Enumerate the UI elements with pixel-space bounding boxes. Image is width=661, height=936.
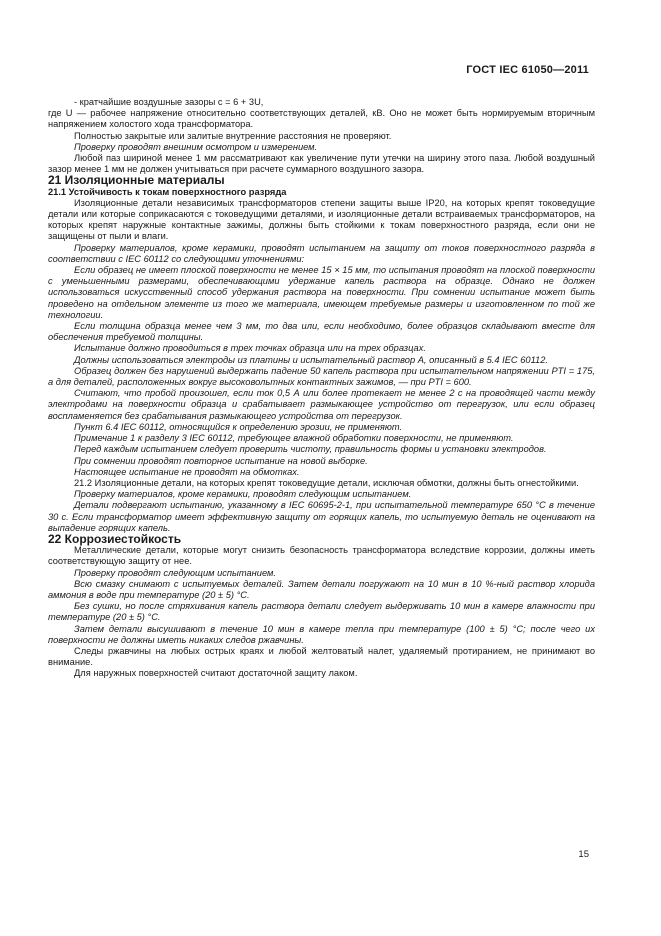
paragraph: Примечание 1 к разделу 3 IEC 60112, требующее влажной обработки поверхности, не применяют.: [74, 433, 514, 444]
paragraph: где U — рабочее напряжение относительно соответствующих деталей, кВ. Оно не может быть нормируемым вторичным напряжением холостого хода трансформатора.: [48, 108, 595, 130]
paragraph: Металлические детали, которые могут снизить безопасность трансформатора вследствие коррозии, должны иметь соответствующую защиту от нее.: [48, 545, 595, 567]
paragraph: Испытание должно проводиться в трех точках образца или на трех образцах.: [74, 343, 426, 354]
paragraph: Проверку проводят внешним осмотром и измерением.: [74, 141, 318, 152]
paragraph: Изоляционные детали независимых трансформаторов степени защиты выше IP20, на которых крепят токоведущие детали или которые соприкасаются с токоведущими деталями, и изоляционные детали встраиваемых трансформаторов, на которых крепят наружные контактные зажимы, должны быть стойкими к токам поверхностного разряда, если они не защищены от пыли и влаги.: [48, 197, 595, 242]
paragraph: Проверку проводят следующим испытанием.: [74, 567, 276, 578]
subsection-21-2-paragraph: 21.2 Изоляционные детали, на которых крепят токоведущие детали, исключая обмотки, должны быть огнестойкими.: [74, 477, 579, 488]
section-22-heading: 22 Коррозиестойкость: [48, 531, 182, 546]
paragraph: Полностью закрытые или залитые внутренние расстояния не проверяют.: [74, 130, 392, 141]
paragraph: Всю смазку снимают с испытуемых деталей. Затем детали погружают на 10 мин в 10 %-ный раствор хлорида аммония в воде при температуре (20 ± 5) °С.: [48, 578, 595, 600]
paragraph: При сомнении проводят повторное испытание на новой выборке.: [74, 455, 368, 466]
paragraph: Если толщина образца менее чем 3 мм, то два или, если необходимо, более образцов складывают вместе для обеспечения требуемой толщины.: [48, 321, 595, 343]
paragraph: Проверку материалов, кроме керамики, проводят следующим испытанием.: [74, 489, 412, 500]
paragraph: - кратчайшие воздушные зазоры c = 6 + 3U,: [74, 97, 264, 107]
subsection-21-1-heading: 21.1 Устойчивость к токам поверхностного разряда: [48, 186, 287, 197]
page-number: 15: [578, 849, 589, 860]
paragraph: Без сушки, но после стряхивания капель раствора детали следует выдерживать 10 мин в камере влажности при температуре (20 ± 5) °С.: [48, 601, 595, 623]
paragraph: Пункт 6.4 IEC 60112, относящийся к определению эрозии, не применяют.: [74, 421, 403, 432]
paragraph: Образец должен без нарушений выдержать падение 50 капель раствора при испытательном напряжении PTI = 175, а для деталей, расположенных вокруг высоковольтных контактных зажимов, — при PTI = 600.: [48, 365, 595, 388]
paragraph: Детали подвергают испытанию, указанному в IEC 60695-2-1, при испытательной температуре 650 °С в течение 30 с. Если трансформатор имеет эффективную защиту от горящих капель, то испытуемую деталь не оценивают на выпадение горящих капель.: [48, 500, 595, 533]
paragraph: Настоящее испытание не проводят на обмотках.: [74, 466, 300, 477]
paragraph: Перед каждым испытанием следует проверить чистоту, правильность формы и установки электродов.: [74, 444, 547, 455]
paragraph: Для наружных поверхностей считают достаточной защиту лаком.: [74, 668, 358, 679]
paragraph: Должны использоваться электроды из платины и испытательный раствор А, описанный в 5.4 IEC 60112.: [74, 354, 548, 365]
paragraph: Проверку материалов, кроме керамики, проводят испытанием на защиту от токов поверхностного разряда в соответствии с IEC 60112 со следующими уточнениями:: [48, 242, 595, 264]
page-content: [48, 97, 595, 680]
paragraph: Следы ржавчины на любых острых краях и любой желтоватый налет, удаляемый протиранием, не принимают во внимание.: [48, 645, 595, 668]
paragraph: Любой паз шириной менее 1 мм рассматривают как увеличение пути утечки на ширину этого паза. Любой воздушный зазор менее 1 мм не должен учитываться при расчете суммарного воздушного зазора.: [48, 153, 595, 175]
paragraph: Считают, что пробой произошел, если ток 0,5 А или более протекает не менее 2 с на проводящей части между электродами на поверхности образца и срабатывает размыкающее устройство от перегрузок, или если образец воспламеняется без срабатывания размыкающего устройства от перегрузок.: [48, 388, 595, 421]
paragraph: Затем детали высушивают в течение 10 мин в камере тепла при температуре (100 ± 5) °С; после чего их поверхности не должны иметь никаких следов ржавчины.: [48, 623, 595, 645]
standard-code-header: ГОСТ IEC 61050—2011: [466, 64, 589, 76]
section-21-heading: 21 Изоляционные материалы: [48, 173, 225, 188]
paragraph: Если образец не имеет плоской поверхности не менее 15 × 15 мм, то испытания проводят на плоской поверхности с уменьшенными размерами, обеспечивающими удержание капель раствора на образце. Однако не должен использоваться искусственный способ удержания раствора на поверхности. При сомнении испытание может быть проведено на отдельном элементе из того же материала, имеющем требуемые размеры и изготовленном по той же технологии.: [48, 265, 595, 320]
